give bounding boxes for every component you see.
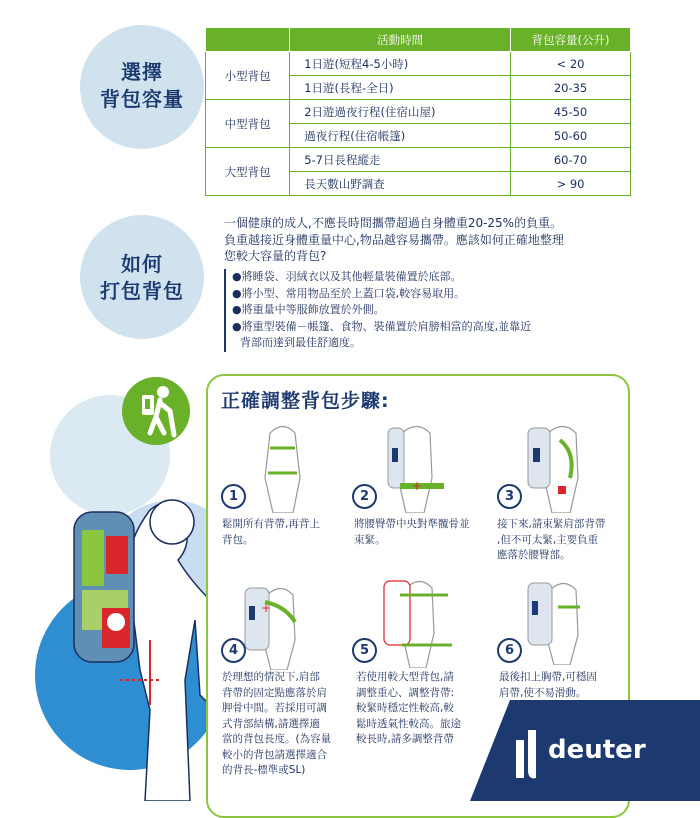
- text-line: 束緊。: [354, 533, 386, 546]
- step-number-6: 6: [497, 638, 522, 663]
- packing-tips-list: [224, 269, 632, 352]
- steps-title: 正確調整背包步驟:: [221, 390, 390, 412]
- text-line: 鬆開所有背帶,再背上: [222, 518, 320, 530]
- step-1-text: [222, 517, 347, 548]
- capacity-table: [205, 27, 631, 196]
- text-line: 背包。: [222, 533, 254, 546]
- intro-line: 負重越接近身體重量中心,物品越容易攜帶。應該如何正確地整理: [224, 232, 564, 247]
- text-line: 調整重心、調整背帶:: [356, 686, 455, 699]
- step-2-text: [354, 517, 484, 548]
- activity-cell: 1日遊(長程-全日): [290, 76, 511, 100]
- activity-cell: 2日遊過夜行程(住宿山屋): [290, 100, 511, 124]
- step-3-text: [497, 517, 622, 564]
- text-line: 較小的背包請選擇適合: [222, 748, 327, 761]
- step-5-text: [356, 670, 481, 748]
- step-5-figure: [372, 573, 462, 668]
- section-title-capacity: [80, 59, 204, 113]
- step-number-1: 1: [221, 484, 246, 509]
- svg-text:+: +: [412, 479, 423, 493]
- step-number-5: 5: [352, 638, 377, 663]
- capacity-cell: 50-60: [511, 124, 631, 148]
- title-line: 選擇: [121, 60, 163, 84]
- step-6-text: [499, 670, 624, 701]
- header-cell: 背包容量(公升): [511, 28, 631, 52]
- section-bubble-capacity: [80, 25, 204, 149]
- hiker-backpack-illustration: [60, 490, 230, 801]
- step-2-figure: [372, 418, 462, 513]
- step-4-text: [222, 670, 347, 779]
- capacity-cell: > 90: [511, 172, 631, 196]
- intro-line: 您較大容量的背包?: [224, 249, 327, 263]
- capacity-cell: 45-50: [511, 100, 631, 124]
- capacity-cell: 60-70: [511, 148, 631, 172]
- title-line: 如何: [121, 252, 163, 276]
- step-number-4: 4: [221, 638, 246, 663]
- text-line: 若使用較大型背包,請: [356, 671, 454, 683]
- text-line: 鬆時透氣性較高。旅途: [356, 717, 461, 730]
- activity-cell: 1日遊(短程4-5小時): [290, 52, 511, 76]
- list-item: ●將重量中等服飾放置於外側。: [232, 303, 385, 316]
- text-line: 的背長-標準或SL): [222, 764, 306, 776]
- text-line: 將腰臀帶中央對準髖骨並: [354, 518, 470, 530]
- header-cell: 活動時間: [290, 28, 511, 52]
- group-cell: 小型背包: [206, 52, 290, 100]
- table-row: [206, 52, 631, 76]
- group-cell: 中型背包: [206, 100, 290, 148]
- text-line: ,但不可太緊,主要負重: [497, 533, 599, 546]
- header-cell: [206, 28, 290, 52]
- text-line: 肩帶,使不易滑動。: [499, 686, 587, 699]
- activity-cell: 長天數山野調查: [290, 172, 511, 196]
- capacity-cell: < 20: [511, 52, 631, 76]
- text-line: 式背部結構,請選擇適: [222, 717, 320, 730]
- step-3-figure: [518, 418, 598, 513]
- intro-line: 一個健康的成人,不應長時間攜帶超過自身體重20-25%的負重。: [224, 216, 563, 230]
- text-line: 背帶的固定點應落於肩: [222, 686, 327, 699]
- capacity-cell: 20-35: [511, 76, 631, 100]
- text-line: 最後扣上胸帶,可穩固: [499, 671, 597, 683]
- intro-paragraph: [224, 215, 644, 265]
- text-line: 應落於腰臀部。: [497, 549, 571, 561]
- list-item: ●將重型裝備－帳篷、食物、裝備置於肩膀相當的高度,並靠近: [232, 319, 532, 333]
- text-line: 當的背包長度。(為容量: [222, 733, 332, 745]
- section-bubble-packing: [80, 215, 204, 339]
- svg-text:+: +: [261, 601, 272, 615]
- text-line: 較緊時穩定性較高,較: [356, 702, 454, 714]
- group-cell: 大型背包: [206, 148, 290, 196]
- text-line: 較長時,請多調整背帶: [356, 733, 454, 745]
- text-line: 於理想的情況下,肩部: [222, 671, 320, 683]
- brand-logo-text: deuter: [548, 735, 646, 765]
- table-row: [206, 100, 631, 124]
- step-1-figure: [245, 418, 320, 513]
- list-item: ●將睡袋、羽絨衣以及其他輕量裝備置於底部。: [232, 270, 462, 283]
- activity-cell: 5-7日長程縱走: [290, 148, 511, 172]
- section-title-packing: [80, 251, 204, 305]
- text-line: 胛骨中間。若採用可調: [222, 702, 327, 714]
- table-header: [206, 28, 631, 52]
- list-item: ●將小型、常用物品至於上蓋口袋,較容易取用。: [232, 286, 466, 300]
- title-line: 打包背包: [100, 279, 184, 303]
- step-number-3: 3: [497, 484, 522, 509]
- list-item: 背部而達到最佳舒適度。: [240, 336, 361, 349]
- step-4-figure: [235, 580, 315, 670]
- table-row: [206, 148, 631, 172]
- activity-cell: 過夜行程(住宿帳篷): [290, 124, 511, 148]
- hiker-icon: [120, 375, 192, 447]
- step-number-2: 2: [352, 484, 377, 509]
- title-line: 背包容量: [100, 87, 184, 111]
- text-line: 接下來,請束緊肩部背帶: [497, 518, 606, 530]
- step-6-figure: [518, 575, 598, 665]
